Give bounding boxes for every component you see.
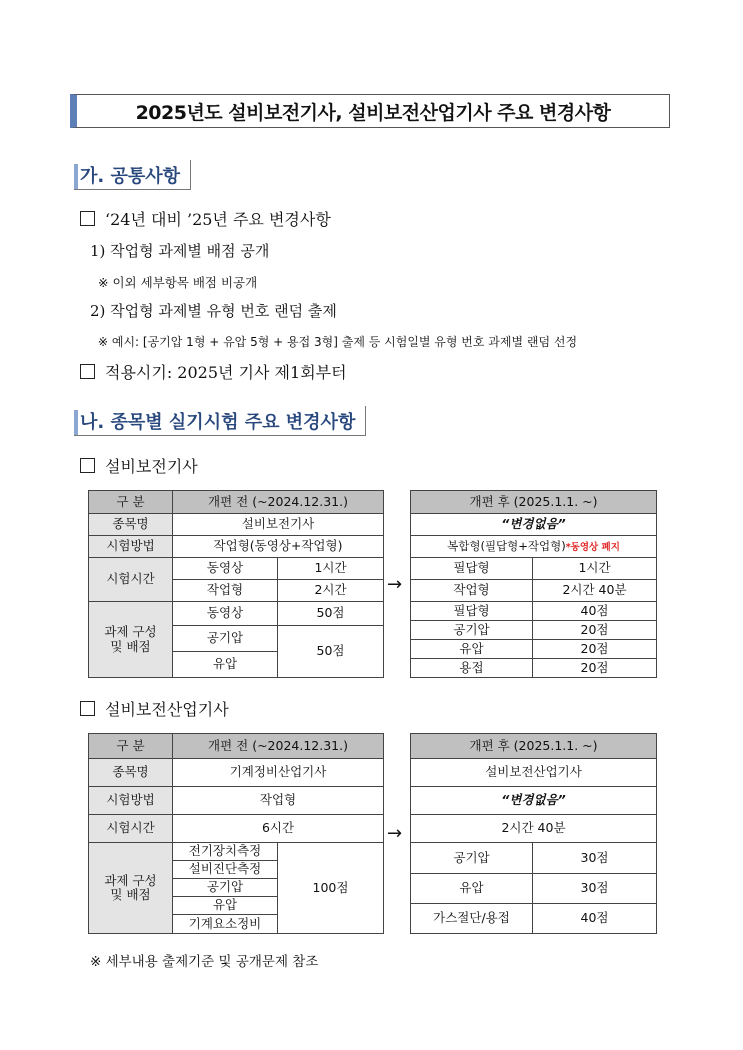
before-bang: 작업형 (173, 787, 384, 815)
row-label-bang: 시험방법 (89, 787, 173, 815)
table-1-before (88, 490, 384, 678)
page-title-text: 2025년도 설비보전기사, 설비보전산업기사 주요 변경사항 (135, 101, 611, 124)
row-label-time: 시험시간 (89, 815, 173, 843)
page-title (70, 94, 670, 128)
after-task-1-key: 필답형 (411, 602, 533, 621)
before-jong: 기계정비산업기사 (173, 759, 384, 787)
checkbox-square-icon (80, 701, 95, 716)
checkbox-square-icon (80, 458, 95, 473)
row-label-jong: 종목명 (89, 759, 173, 787)
after-jong: “변경없음” (411, 514, 657, 536)
row-label-jong: 종목명 (89, 514, 173, 536)
after-time-2-val: 2시간 40분 (533, 580, 657, 602)
row-label-task: 과제 구성 및 배점 (89, 602, 173, 678)
checkbox-square-icon (80, 211, 95, 226)
sub-item-2: 2) 작업형 과제별 유형 번호 랜덤 출제 (90, 302, 337, 320)
before-time: 6시간 (173, 815, 384, 843)
before-bang: 작업형(동영상+작업형) (173, 536, 384, 558)
arrow-right-icon: → (387, 574, 403, 595)
after-task-1-val: 30점 (533, 843, 657, 874)
before-task-1-key: 동영상 (173, 602, 278, 626)
table-2-after (410, 733, 657, 934)
after-task-1-key: 공기압 (411, 843, 533, 874)
section-a-heading (74, 160, 191, 190)
before-time-2-key: 작업형 (173, 580, 278, 602)
after-task-3-key: 유압 (411, 640, 533, 659)
after-task-1-val: 40점 (533, 602, 657, 621)
item-1-text: ‘24년 대비 ’25년 주요 변경사항 (105, 210, 331, 229)
sub-item-1: 1) 작업형 과제별 배점 공개 (90, 242, 270, 260)
before-task-val: 100점 (278, 843, 384, 934)
section-a-item-1 (80, 207, 331, 230)
before-task-item: 설비진단측정 (173, 861, 278, 879)
item-2-text: 적용시기: 2025년 기사 제1회부터 (105, 363, 347, 382)
after-time-1-val: 1시간 (533, 558, 657, 580)
row-label-task: 과제 구성 및 배점 (89, 843, 173, 934)
after-task-4-val: 20점 (533, 659, 657, 678)
before-time-1-val: 1시간 (278, 558, 384, 580)
table-2-heading-text: 설비보전산업기사 (105, 700, 229, 719)
before-time-1-key: 동영상 (173, 558, 278, 580)
after-task-3-val: 40점 (533, 904, 657, 934)
section-b-heading-text: 나. 종목별 실기시험 주요 변경사항 (80, 411, 356, 433)
note-1: ※ 이외 세부항목 배점 비공개 (98, 275, 258, 290)
table-1-heading-text: 설비보전기사 (105, 457, 198, 476)
after-bang (411, 536, 657, 558)
after-bang-text: 복합형(필답형+작업형) (447, 538, 566, 553)
header-gubun: 구 분 (89, 734, 173, 759)
after-task-3-val: 20점 (533, 640, 657, 659)
footnote: ※ 세부내용 출제기준 및 공개문제 참조 (90, 954, 319, 970)
before-task-item: 기계요소정비 (173, 915, 278, 934)
arrow-right-icon: → (387, 823, 403, 844)
after-task-2-key: 유압 (411, 874, 533, 904)
before-time-2-val: 2시간 (278, 580, 384, 602)
row-label-bang: 시험방법 (89, 536, 173, 558)
before-task-23-val: 50점 (278, 626, 384, 678)
header-after: 개편 후 (2025.1.1. ~) (411, 491, 657, 514)
before-task-3-key: 유압 (173, 652, 278, 678)
note-2: ※ 예시: [공기압 1형 + 유압 5형 + 용접 3형] 출제 등 시험일별 유형 번호 과제별 랜덤 선정 (98, 335, 578, 349)
after-bang: “변경없음” (411, 787, 657, 815)
after-task-2-val: 30점 (533, 874, 657, 904)
before-jong: 설비보전기사 (173, 514, 384, 536)
after-task-4-key: 용접 (411, 659, 533, 678)
section-b-heading (74, 406, 366, 436)
table-2-before (88, 733, 384, 934)
table-1-after (410, 490, 657, 678)
after-task-3-key: 가스절단/용접 (411, 904, 533, 934)
checkbox-square-icon (80, 364, 95, 379)
after-bang-note: *동영상 폐지 (565, 541, 620, 553)
after-task-2-key: 공기압 (411, 621, 533, 640)
header-before: 개편 전 (~2024.12.31.) (173, 491, 384, 514)
after-jong: 설비보전산업기사 (411, 759, 657, 787)
row-label-time: 시험시간 (89, 558, 173, 602)
before-task-1-val: 50점 (278, 602, 384, 626)
section-a-heading-text: 가. 공통사항 (80, 165, 181, 187)
before-task-item: 전기장치측정 (173, 843, 278, 861)
before-task-item: 공기압 (173, 879, 278, 897)
after-time: 2시간 40분 (411, 815, 657, 843)
header-after: 개편 후 (2025.1.1. ~) (411, 734, 657, 759)
before-task-item: 유압 (173, 897, 278, 915)
after-task-2-val: 20점 (533, 621, 657, 640)
after-time-2-key: 작업형 (411, 580, 533, 602)
before-task-2-key: 공기압 (173, 626, 278, 652)
section-a-item-2 (80, 360, 347, 383)
after-time-1-key: 필답형 (411, 558, 533, 580)
header-before: 개편 전 (~2024.12.31.) (173, 734, 384, 759)
table-1-heading (80, 454, 198, 477)
header-gubun: 구 분 (89, 491, 173, 514)
table-2-heading (80, 697, 229, 720)
